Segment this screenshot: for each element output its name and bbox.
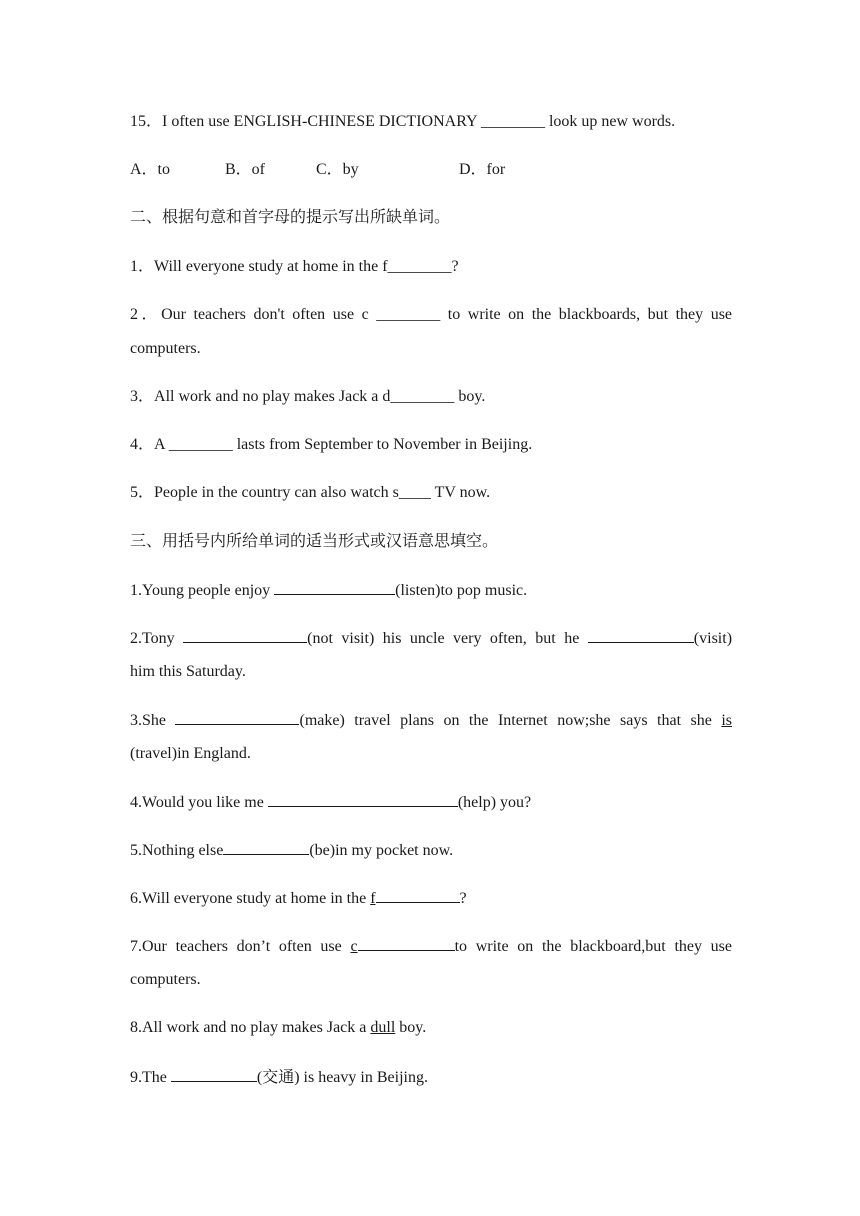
answer-blank[interactable]: ________ bbox=[168, 436, 233, 453]
option-a[interactable]: A．to bbox=[130, 161, 171, 178]
answer-blank[interactable] bbox=[223, 840, 309, 855]
answer-blank[interactable] bbox=[588, 628, 694, 643]
item-text: (listen)to pop music. bbox=[395, 582, 528, 599]
item-text: 9.The bbox=[130, 1069, 167, 1086]
section-3-item-2 bbox=[130, 628, 732, 649]
section-2-item-4 bbox=[130, 435, 732, 455]
item-text: 6.Will everyone study at home in the bbox=[130, 890, 367, 907]
section-3-item-9 bbox=[130, 1067, 732, 1088]
item-number: 2． bbox=[130, 306, 162, 323]
item-text: to write on the blackboards, but they use bbox=[447, 306, 733, 323]
item-text: Our teachers don't often use c bbox=[161, 306, 369, 323]
item-text: 5.Nothing else bbox=[130, 842, 224, 859]
section-3-item-8 bbox=[130, 1018, 732, 1038]
section-3-item-7 bbox=[130, 936, 732, 957]
answer-blank[interactable]: ____ bbox=[398, 484, 431, 501]
section-3-item-4 bbox=[130, 792, 732, 813]
item-number: 4． bbox=[130, 436, 155, 453]
item-text: ? bbox=[451, 258, 459, 275]
section-2-item-5 bbox=[130, 483, 732, 503]
underlined-word: f bbox=[370, 890, 376, 907]
item-text: 3.She bbox=[130, 712, 166, 729]
question-text: I often use ENGLISH-CHINESE DICTIONARY bbox=[162, 113, 477, 130]
item-text: Will everyone study at home in the f bbox=[154, 258, 388, 275]
item-text: to write on the blackboard,but they use bbox=[454, 938, 733, 955]
section-3-item-2-continued: him this Saturday. bbox=[130, 663, 246, 680]
item-text: TV now. bbox=[434, 484, 491, 501]
item-text: 8.All work and no play makes Jack a bbox=[130, 1019, 367, 1036]
section-2-item-3 bbox=[130, 387, 732, 407]
item-text: (交通) is heavy in Beijing. bbox=[256, 1069, 428, 1086]
section-2-item-1 bbox=[130, 257, 732, 277]
item-text: A bbox=[154, 436, 165, 453]
item-text: boy. bbox=[458, 388, 486, 405]
item-text: lasts from September to November in Beijing. bbox=[236, 436, 533, 453]
option-c[interactable]: C．by bbox=[316, 161, 359, 178]
section-3-item-1 bbox=[130, 580, 732, 601]
answer-blank[interactable]: ________ bbox=[390, 388, 455, 405]
answer-blank[interactable] bbox=[376, 888, 460, 903]
answer-blank[interactable] bbox=[274, 580, 395, 595]
underlined-word: c bbox=[350, 938, 358, 955]
item-text: (visit) bbox=[693, 630, 733, 647]
answer-blank[interactable] bbox=[175, 710, 299, 725]
section-3-item-3-continued: (travel)in England. bbox=[130, 745, 251, 762]
item-text: 7.Our teachers don’t often use bbox=[130, 938, 342, 955]
item-text: All work and no play makes Jack a d bbox=[154, 388, 391, 405]
item-text: boy. bbox=[399, 1019, 427, 1036]
item-text: ? bbox=[459, 890, 467, 907]
section-2-heading: 二、根据句意和首字母的提示写出所缺单词。 bbox=[130, 209, 451, 226]
answer-blank[interactable]: ________ bbox=[480, 113, 545, 130]
answer-blank[interactable]: ________ bbox=[387, 258, 452, 275]
item-number: 3． bbox=[130, 388, 155, 405]
item-text: 4.Would you like me bbox=[130, 794, 264, 811]
answer-blank[interactable] bbox=[358, 936, 455, 951]
question-15-options bbox=[130, 160, 732, 180]
option-d[interactable]: D．for bbox=[459, 161, 506, 178]
item-text: 1.Young people enjoy bbox=[130, 582, 271, 599]
item-text: (be)in my pocket now. bbox=[309, 842, 454, 859]
answer-blank[interactable] bbox=[183, 628, 307, 643]
item-text: People in the country can also watch s bbox=[154, 484, 399, 501]
section-3-item-6 bbox=[130, 888, 732, 909]
section-2-item-2 bbox=[130, 305, 732, 325]
answer-blank[interactable]: ________ bbox=[376, 306, 441, 323]
answer-blank[interactable] bbox=[171, 1067, 257, 1082]
question-15 bbox=[130, 112, 732, 132]
section-3-item-3 bbox=[130, 710, 732, 731]
underlined-word: is bbox=[721, 712, 732, 729]
section-2-item-2-continued: computers. bbox=[130, 340, 201, 357]
question-number: 15． bbox=[130, 113, 163, 130]
item-text: 2.Tony bbox=[130, 630, 175, 647]
item-number: 1． bbox=[130, 258, 155, 275]
question-text: look up new words. bbox=[548, 113, 676, 130]
item-number: 5． bbox=[130, 484, 155, 501]
answer-blank[interactable] bbox=[268, 792, 458, 807]
section-3-item-5 bbox=[130, 840, 732, 861]
item-text: (help) you? bbox=[457, 794, 532, 811]
section-3-heading: 三、用括号内所给单词的适当形式或汉语意思填空。 bbox=[130, 533, 499, 550]
option-b[interactable]: B．of bbox=[225, 161, 266, 178]
underlined-word: dull bbox=[370, 1019, 396, 1036]
item-text: (make) travel plans on the Internet now;she says that she bbox=[299, 712, 712, 729]
item-text: (not visit) his uncle very often, but he bbox=[307, 630, 580, 647]
section-3-item-7-continued: computers. bbox=[130, 971, 201, 988]
